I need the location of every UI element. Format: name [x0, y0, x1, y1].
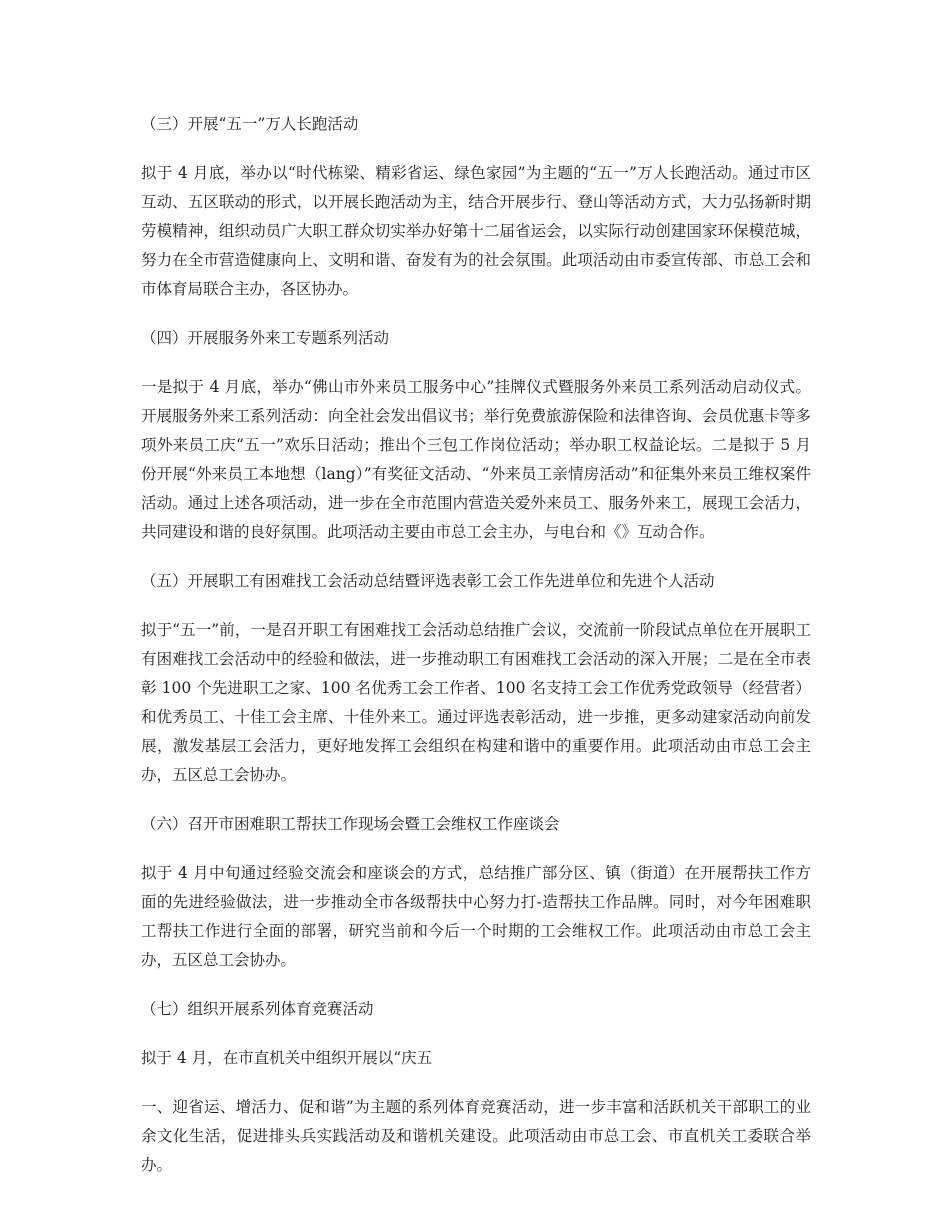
section-7 — [141, 995, 811, 1180]
section-4 — [141, 324, 811, 547]
section-3 — [141, 110, 811, 304]
section-heading: （三）开展“五一”万人长跑活动 — [141, 115, 359, 133]
section-heading: （六）召开市困难职工帮扶工作现场会暨工会维权工作座谈会 — [141, 815, 560, 833]
section-paragraph: 一、迎省运、增活力、促和谐”为主题的系列体育竞赛活动，进一步丰富和活跃机关干部职工的业余文化生活，促进排头兵实践活动及和谐机关建设。此项活动由市总工会、市直机关工委联合举办。 — [141, 1098, 811, 1174]
section-paragraph: 拟于“五一”前，一是召开职工有困难找工会活动总结推广会议，交流前一阶段试点单位在开展职工有困难找工会活动中的经验和做法，进一步推动职工有困难找工会活动的深入开展；二是在全市表彰 100 个先进职工之家、100 名优秀工会工作者、100 名支持工会工作优秀党政领导（经营者）和优秀员工、十佳工会主席、十佳外来工。通过评选表彰活动，进一步推，更多动建家活动向前发展，激发基层工会活力，更好地发挥工会组织在构建和谐中的重要作用。此项活动由市总工会主办，五区总工会协办。 — [141, 621, 811, 784]
section-heading: （四）开展服务外来工专题系列活动 — [141, 329, 390, 347]
section-paragraph: 拟于 4 月，在市直机关中组织开展以“庆五 — [141, 1049, 433, 1067]
section-6 — [141, 810, 811, 975]
section-5 — [141, 567, 811, 790]
section-paragraph: 拟于 4 月中旬通过经验交流会和座谈会的方式，总结推广部分区、镇（街道）在开展帮扶工作方面的先进经验做法，进一步推动全市各级帮扶中心努力打-造帮扶工作品牌。同时，对今年困难职工帮扶工作进行全面的部署，研究当前和今后一个时期的工会维权工作。此项活动由市总工会主办，五区总工会协办。 — [141, 864, 811, 969]
section-heading: （七）组织开展系列体育竞赛活动 — [141, 1000, 374, 1018]
document-page — [141, 110, 811, 1200]
section-paragraph: 一是拟于 4 月底，举办“佛山市外来员工服务中心”挂牌仪式暨服务外来员工系列活动启动仪式。开展服务外来工系列活动：向全社会发出倡议书；举行免费旅游保险和法律咨询、会员优惠卡等多项外来员工庆“五一”欢乐日活动；推出个三包工作岗位活动；举办职工权益论坛。二是拟于 5 月份开展“外来员工本地想（lang）”有奖征文活动、“外来员工亲情房活动”和征集外来员工维权案件活动。通过上述各项活动，进一步在全市范围内营造关爱外来员工、服务外来工，展现工会活力，共同建设和谐的良好氛围。此项活动主要由市总工会主办，与电台和《》互动合作。 — [141, 378, 811, 541]
section-heading: （五）开展职工有困难找工会活动总结暨评选表彰工会工作先进单位和先进个人活动 — [141, 572, 715, 590]
section-paragraph: 拟于 4 月底，举办以“时代栋梁、精彩省运、绿色家园”为主题的“五一”万人长跑活动。通过市区互动、五区联动的形式，以开展长跑活动为主，结合开展步行、登山等活动方式，大力弘扬新时期劳模精神，组织动员广大职工群众切实举办好第十二届省运会，以实际行动创建国家环保模范城，努力在全市营造健康向上、文明和谐、奋发有为的社会氛围。此项活动由市委宣传部、市总工会和市体育局联合主办，各区协办。 — [141, 164, 811, 298]
